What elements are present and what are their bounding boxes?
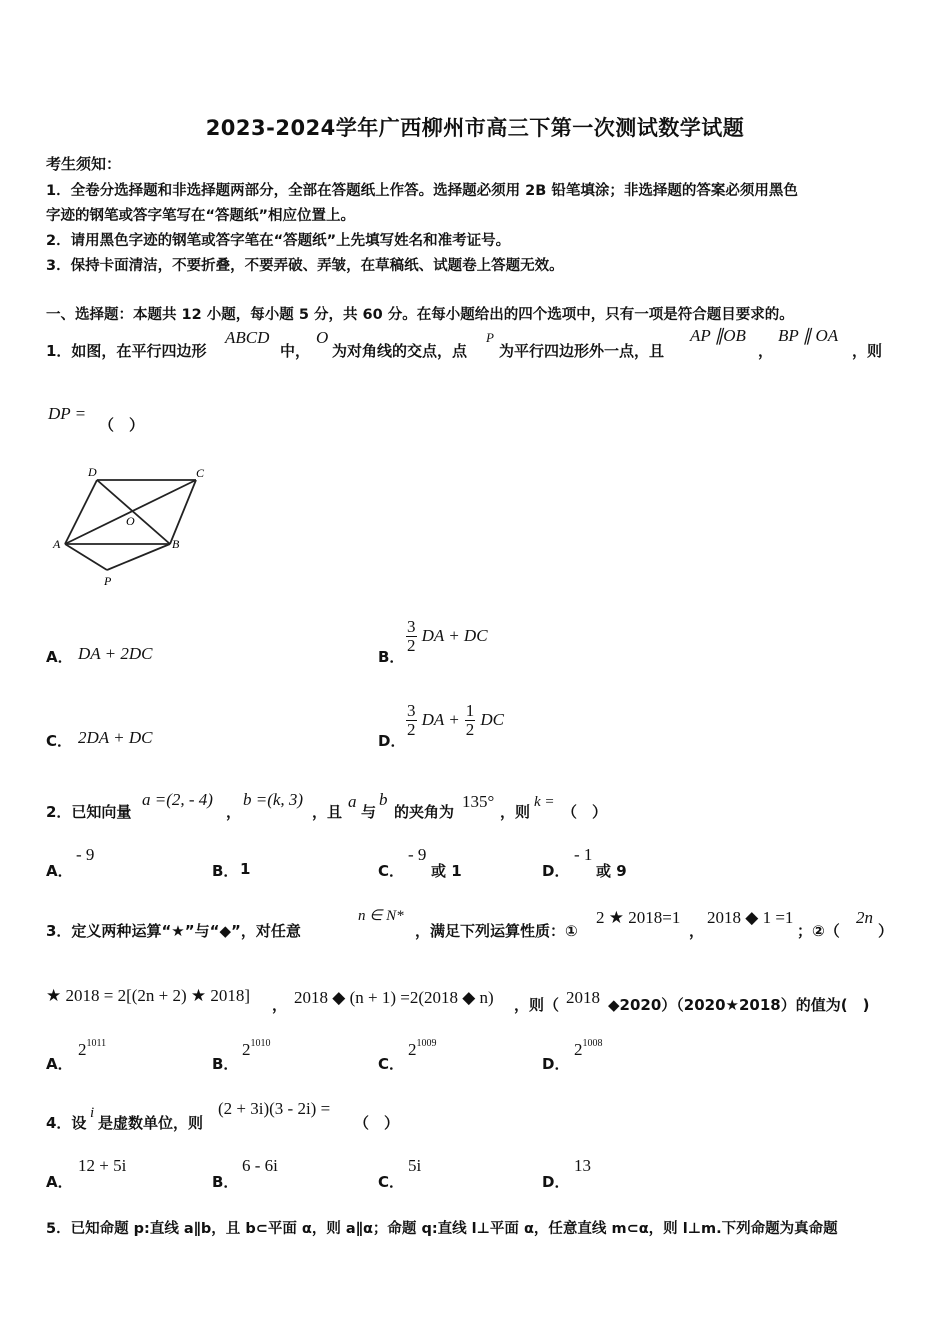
- q1-math-bp-oa: BP ∥ OA: [778, 326, 839, 345]
- label-b: B: [172, 537, 180, 551]
- q2-option-c-label: C．: [378, 862, 405, 880]
- q1-paren: （ ）: [99, 416, 145, 434]
- q2-math-b2: b: [379, 790, 388, 809]
- page-title: 2023-2024学年广西柳州市高三下第一次测试数学试题: [205, 116, 745, 140]
- q3-option-b-exp: 1010: [250, 1038, 271, 1049]
- q3-text-1: 3．定义两种运算“★”与“◆”，对任意: [46, 922, 301, 940]
- q4-math-expr: (2 + 3i)(3 - 2i) =: [218, 1099, 331, 1118]
- q3-math-prop3: ★ 2018 = 2[(2n + 2) ★ 2018]: [46, 986, 251, 1005]
- q3-option-d-exp: 1008: [582, 1038, 603, 1049]
- q1-option-d-den: 2: [407, 720, 416, 739]
- notice-heading: 考生须知：: [46, 155, 122, 173]
- q4-option-b-label: B．: [212, 1173, 239, 1191]
- q2-math-a: a =(2, - 4): [142, 790, 213, 809]
- q2-text-1: 2．已知向量: [46, 803, 132, 821]
- q1-text-5: ，: [758, 342, 774, 360]
- q1-option-a: DA + 2DC: [78, 644, 153, 663]
- q3-option-b-label: B．: [212, 1055, 239, 1073]
- q3-option-a-label: A．: [46, 1055, 73, 1073]
- q1-option-d-mid: DA +: [421, 710, 460, 729]
- q3-math-n: n ∈ N*: [358, 908, 404, 924]
- q3-option-c-label: C．: [378, 1055, 405, 1073]
- q1-option-b-rest: DA + DC: [421, 626, 488, 645]
- q2-option-c-tail: 或 1: [431, 862, 462, 880]
- q2-text-6: ，则: [500, 803, 531, 821]
- q2-option-b: 1: [240, 860, 251, 878]
- diagonal-ac: [65, 480, 196, 544]
- q3-math-prop1: 2 ★ 2018=1: [596, 908, 681, 927]
- q1-option-d-fraction-1: [406, 702, 417, 739]
- q1-text-2: 中，: [280, 342, 311, 360]
- q3-option-a-base: 2: [78, 1040, 87, 1059]
- q2-option-a: - 9: [76, 845, 95, 864]
- q1-math-p: P: [486, 330, 494, 345]
- q3-option-c: [408, 1040, 437, 1060]
- q4-option-a-label: A．: [46, 1173, 73, 1191]
- q1-text-1: 1．如图，在平行四边形: [46, 342, 207, 360]
- q3-option-d: [574, 1040, 603, 1060]
- q1-option-d-den-2: 2: [465, 720, 475, 739]
- label-c: C: [196, 466, 205, 480]
- q1-text-3: 为对角线的交点，点: [332, 342, 468, 360]
- q3-text-6: ，: [272, 996, 288, 1014]
- q1-option-d-num-2: 1: [465, 701, 475, 720]
- q3-option-a-exp: 1011: [86, 1038, 107, 1049]
- q3-option-a: [78, 1040, 106, 1060]
- q2-text-3: ，且: [312, 803, 343, 821]
- notice-line-2: 2．请用黑色字迹的钢笔或答字笔在“答题纸”上先填写姓名和准考证号。: [46, 233, 511, 249]
- q3-option-d-base: 2: [574, 1040, 583, 1059]
- q2-math-b: b =(k, 3): [243, 790, 304, 809]
- label-d: D: [88, 465, 97, 479]
- q3-math-prop4: 2018 ◆ (n + 1) =2(2018 ◆ n): [294, 988, 494, 1007]
- q3-math-prop2: 2018 ◆ 1 =1: [707, 908, 794, 927]
- q2-text-2: ，: [226, 803, 242, 821]
- q4-option-c-label: C．: [378, 1173, 405, 1191]
- q3-option-c-exp: 1009: [416, 1038, 437, 1049]
- q4-paren: （ ）: [354, 1114, 400, 1132]
- q3-text-8: ◆2020）（2020★2018）的值为( ): [608, 996, 870, 1014]
- q1-option-d-rest: DC: [480, 710, 504, 729]
- q3-option-b: [242, 1040, 271, 1060]
- q2-text-4: 与: [361, 803, 377, 821]
- q2-option-c: - 9: [408, 845, 427, 864]
- q2-option-d: - 1: [574, 845, 593, 864]
- q3-text-2: ，满足下列运算性质：①: [415, 922, 578, 940]
- q3-text-4: ；②（: [797, 922, 840, 940]
- q2-text-5: 的夹角为: [394, 803, 455, 821]
- q1-option-d-label: D．: [378, 732, 406, 750]
- q2-paren: （ ）: [562, 803, 608, 821]
- q1-math-abcd: ABCD: [225, 328, 270, 347]
- q2-option-a-label: A．: [46, 862, 73, 880]
- q2-math-k: k =: [534, 794, 555, 810]
- q1-option-a-label: A．: [46, 648, 73, 666]
- q3-option-c-base: 2: [408, 1040, 417, 1059]
- q3-text-5: ）: [878, 922, 894, 940]
- q1-math-o: O: [316, 328, 329, 347]
- q1-option-d-fraction-2: [465, 702, 476, 739]
- q3-option-d-label: D．: [542, 1055, 570, 1073]
- q2-option-d-label: D．: [542, 862, 570, 880]
- q2-option-b-label: B．: [212, 862, 239, 880]
- q1-math-dp: DP =: [48, 404, 87, 423]
- q4-option-d-label: D．: [542, 1173, 570, 1191]
- q1-option-b-num: 3: [407, 617, 416, 636]
- q4-option-b: 6 - 6i: [242, 1156, 278, 1175]
- section-heading: 一、选择题：本题共 12 小题，每小题 5 分，共 60 分。在每小题给出的四个选项中，只有一项是符合题目要求的。: [46, 307, 794, 323]
- notice-line-3: 3．保持卡面清洁，不要折叠，不要弄破、弄皱，在草稿纸、试题卷上答题无效。: [46, 258, 564, 274]
- q2-math-angle: 135°: [462, 792, 495, 811]
- q1-option-b-den: 2: [407, 636, 416, 655]
- notice-line-1b: 字迹的钢笔或答字笔写在“答题纸”相应位置上。: [46, 208, 356, 224]
- q3-text-7: ，则（: [514, 996, 560, 1014]
- segment-bp: [107, 544, 170, 570]
- q3-math-2n: 2n: [856, 908, 873, 927]
- q1-option-b: [406, 618, 488, 655]
- q1-option-c: 2DA + DC: [78, 728, 153, 747]
- q1-option-d-num: 3: [407, 701, 416, 720]
- q4-option-c: 5i: [408, 1156, 422, 1175]
- q1-option-b-label: B．: [378, 648, 405, 666]
- segment-ap: [65, 544, 107, 570]
- q1-text-4: 为平行四边形外一点，且: [499, 342, 665, 360]
- q1-option-b-fraction: [406, 618, 417, 655]
- q1-option-d: [406, 702, 504, 739]
- q3-option-b-base: 2: [242, 1040, 251, 1059]
- q1-stem-line: [46, 340, 206, 361]
- q4-text-1: 4．设: [46, 1114, 87, 1132]
- q5-text: 5．已知命题 p:直线 a∥b，且 b⊂平面 α，则 a∥α；命题 q:直线 l⊥平面 α，任意直线 m⊂α，则 l⊥m.下列命题为真命题: [46, 1221, 838, 1237]
- label-p: P: [104, 574, 112, 588]
- q4-option-d: 13: [574, 1156, 591, 1175]
- notice-line-1a: 1．全卷分选择题和非选择题两部分，全部在答题纸上作答。选择题必须用 2B 铅笔填涂；非选择题的答案必须用黑色: [46, 183, 798, 199]
- q2-math-a2: a: [348, 792, 357, 811]
- label-o: O: [126, 514, 135, 528]
- diagonal-db: [97, 480, 170, 544]
- label-a: A: [53, 537, 61, 551]
- q3-math-2018: 2018: [566, 988, 600, 1007]
- q2-option-d-tail: 或 9: [596, 862, 627, 880]
- q4-option-a: 12 + 5i: [78, 1156, 127, 1175]
- q1-math-ap-ob: AP ∥OB: [690, 326, 746, 345]
- q3-text-3: ，: [689, 922, 705, 940]
- q4-text-2: 是虚数单位，则: [98, 1114, 204, 1132]
- parallelogram-figure: [50, 462, 215, 590]
- q4-math-i: i: [90, 1105, 95, 1121]
- edge-cb: [170, 480, 196, 544]
- edge-ad: [65, 480, 97, 544]
- q1-text-6: ，则: [852, 342, 883, 360]
- q1-option-c-label: C．: [46, 732, 73, 750]
